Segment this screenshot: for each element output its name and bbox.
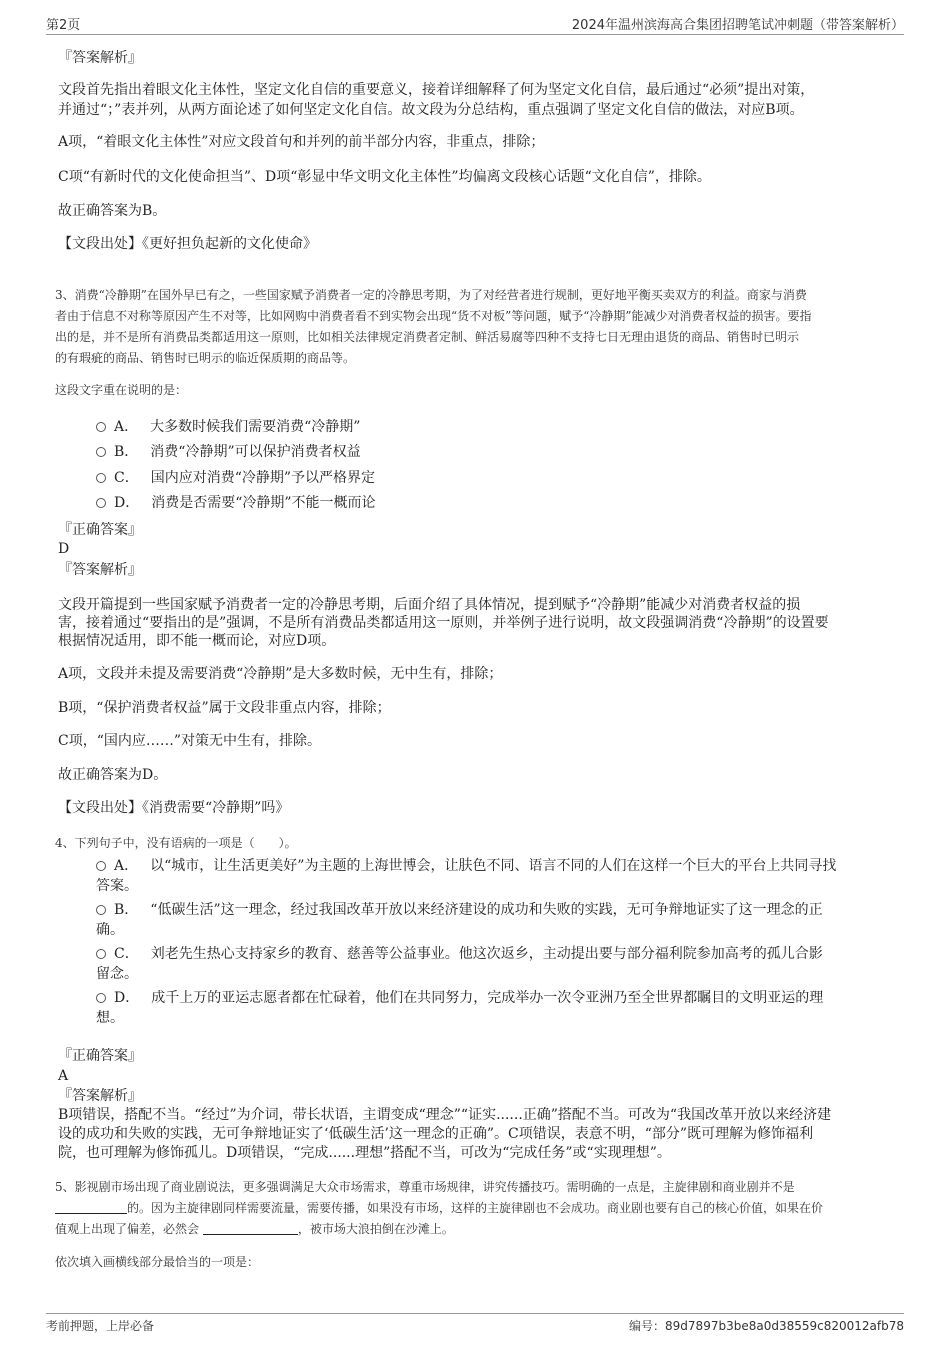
fill-blank[interactable] — [55, 1199, 127, 1214]
document-code: 编号：89d7897b3be8a0d38559c820012afb78 — [629, 1319, 904, 1333]
analysis-label: 『答案解析』 — [58, 50, 142, 66]
option-d-continued: 想。 — [96, 1010, 124, 1026]
analysis-text: 根据情况适用，即不能一概而论，对应D项。 — [58, 633, 336, 649]
question-prompt: 依次填入画横线部分最恰当的一项是： — [55, 1255, 260, 1269]
question-stem: 4、下列句子中，没有语病的一项是（ ）。 — [55, 836, 297, 850]
radio-icon[interactable] — [96, 447, 106, 457]
page-header — [46, 14, 904, 35]
answer-label: 『正确答案』 — [58, 1048, 142, 1064]
option-a[interactable]: A． 大多数时候我们需要消费“冷静期” — [96, 417, 360, 437]
option-a[interactable]: A． 以“城市，让生活更美好”为主题的上海世博会，让肤色不同、语言不同的人们在这样一个巨大的平台上共同寻找 — [96, 856, 836, 876]
question-stem: 出的是，并不是所有消费品类都适用这一原则，比如相关法律规定消费者定制、鲜活易腐等四种不支持七日无理由退货的商品、销售时已明示 — [55, 330, 800, 344]
radio-icon[interactable] — [96, 422, 106, 432]
analysis-text: 文段开篇提到一些国家赋予消费者一定的冷静思考期，后面介绍了具体情况，提到赋予“冷静期”能减少对消费者权益的损 — [58, 597, 801, 613]
analysis-text: 设的成功和失败的实践，无可争辩地证实了‘低碳生活’这一理念的正确”。C项错误，表意不明，“部分”既可理解为修饰福利 — [58, 1126, 814, 1142]
page-footer — [46, 1313, 904, 1336]
analysis-text: C项“有新时代的文化使命担当”、D项“彰显中华文明文化主体性”均偏离文段核心话题“文化自信”，排除。 — [58, 169, 711, 185]
option-d[interactable]: D． 消费是否需要“冷静期”不能一概而论 — [96, 493, 376, 513]
footer-slogan: 考前押题，上岸必备 — [46, 1319, 155, 1333]
analysis-text: B项，“保护消费者权益”属于文段非重点内容，排除； — [58, 700, 391, 716]
source-citation: 【文段出处】《更好担负起新的文化使命》 — [58, 236, 317, 252]
option-a-continued: 答案。 — [96, 878, 138, 894]
analysis-text: 故正确答案为B。 — [58, 203, 167, 219]
analysis-text: 并通过“；”表并列，从两方面论述了如何坚定文化自信。故文段为分总结构，重点强调了坚定文化自信的做法，对应B项。 — [58, 102, 804, 118]
option-b-continued: 确。 — [96, 922, 124, 938]
analysis-text: A项，“着眼文化主体性”对应文段首句和并列的前半部分内容，非重点，排除； — [58, 134, 545, 150]
source-citation: 【文段出处】《消费需要“冷静期”吗》 — [58, 800, 290, 816]
analysis-text: 文段首先指出着眼文化主体性，坚定文化自信的重要意义，接着详细解释了何为坚定文化自信，最后通过“必须”提出对策， — [58, 82, 815, 98]
radio-icon[interactable] — [96, 905, 106, 915]
correct-answer: A — [58, 1068, 69, 1084]
document-title: 2024年温州滨海高合集团招聘笔试冲刺题（带答案解析） — [571, 18, 904, 33]
question-stem: 的有瑕疵的商品、销售时已明示的临近保质期的商品等。 — [55, 351, 356, 365]
analysis-text: 故正确答案为D。 — [58, 767, 168, 783]
option-c-continued: 留念。 — [96, 966, 138, 982]
correct-answer: D — [58, 541, 70, 557]
analysis-label: 『答案解析』 — [58, 562, 142, 578]
analysis-label: 『答案解析』 — [58, 1088, 142, 1104]
page-number: 第2页 — [46, 18, 81, 33]
option-b[interactable]: B． “低碳生活”这一理念，经过我国改革开放以来经济建设的成功和失败的实践，无可争辩地证实了这一理念的正 — [96, 900, 823, 920]
analysis-text: A项，文段并未提及需要消费“冷静期”是大多数时候，无中生有，排除； — [58, 666, 503, 682]
fill-blank[interactable] — [203, 1220, 298, 1235]
option-d[interactable]: D． 成千上万的亚运志愿者都在忙碌着，他们在共同努力，完成举办一次令亚洲乃至全世界都瞩目的文明亚运的理 — [96, 988, 823, 1008]
question-stem: 值观上出现了偏差，必然会 ，被市场大浪拍倒在沙滩上。 — [55, 1222, 454, 1236]
question-stem: 者由于信息不对称等原因产生不对等，比如网购中消费者看不到实物会出现“货不对板”等问题，赋予“冷静期”能减少对消费者权益的损害。要指 — [55, 309, 812, 323]
analysis-text: 害，接着通过“要指出的是”强调，不是所有消费品类都适用这一原则，并举例子进行说明，故文段强调消费“冷静期”的设置要 — [58, 615, 829, 631]
question-stem: 的。因为主旋律剧同样需要流量，需要传播，如果没有市场，这样的主旋律剧也不会成功。商业剧也要有自己的核心价值，如果在价 — [55, 1198, 823, 1219]
radio-icon[interactable] — [96, 473, 106, 483]
analysis-text: B项错误，搭配不当。“经过”为介词，带长状语，主谓变成“理念”“证实......正确”搭配不当。可改为“我国改革开放以来经济建 — [58, 1107, 832, 1123]
radio-icon[interactable] — [96, 993, 106, 1003]
option-b[interactable]: B． 消费“冷静期”可以保护消费者权益 — [96, 442, 361, 462]
option-c[interactable]: C． 国内应对消费“冷静期”予以严格界定 — [96, 468, 375, 488]
analysis-text: C项，“国内应……”对策无中生有，排除。 — [58, 733, 322, 749]
radio-icon[interactable] — [96, 498, 106, 508]
option-c[interactable]: C． 刘老先生热心支持家乡的教育、慈善等公益事业。他这次返乡，主动提出要与部分福利院参加高考的孤儿合影 — [96, 944, 823, 964]
question-prompt: 这段文字重在说明的是： — [55, 383, 188, 397]
analysis-text: 院，也可理解为修饰孤儿。D项错误，“完成......理想”搭配不当，可改为“完成任务”或“实现理想”。 — [58, 1145, 671, 1161]
radio-icon[interactable] — [96, 861, 106, 871]
radio-icon[interactable] — [96, 949, 106, 959]
question-stem: 5、影视剧市场出现了商业剧说法，更多强调满足大众市场需求，尊重市场规律，讲究传播技巧。需明确的一点是，主旋律剧和商业剧并不是 — [55, 1180, 795, 1194]
answer-label: 『正确答案』 — [58, 522, 142, 538]
question-stem: 3、消费“冷静期”在国外早已有之，一些国家赋予消费者一定的冷静思考期，为了对经营者进行规制，更好地平衡买卖双方的利益。商家与消费 — [55, 288, 807, 302]
